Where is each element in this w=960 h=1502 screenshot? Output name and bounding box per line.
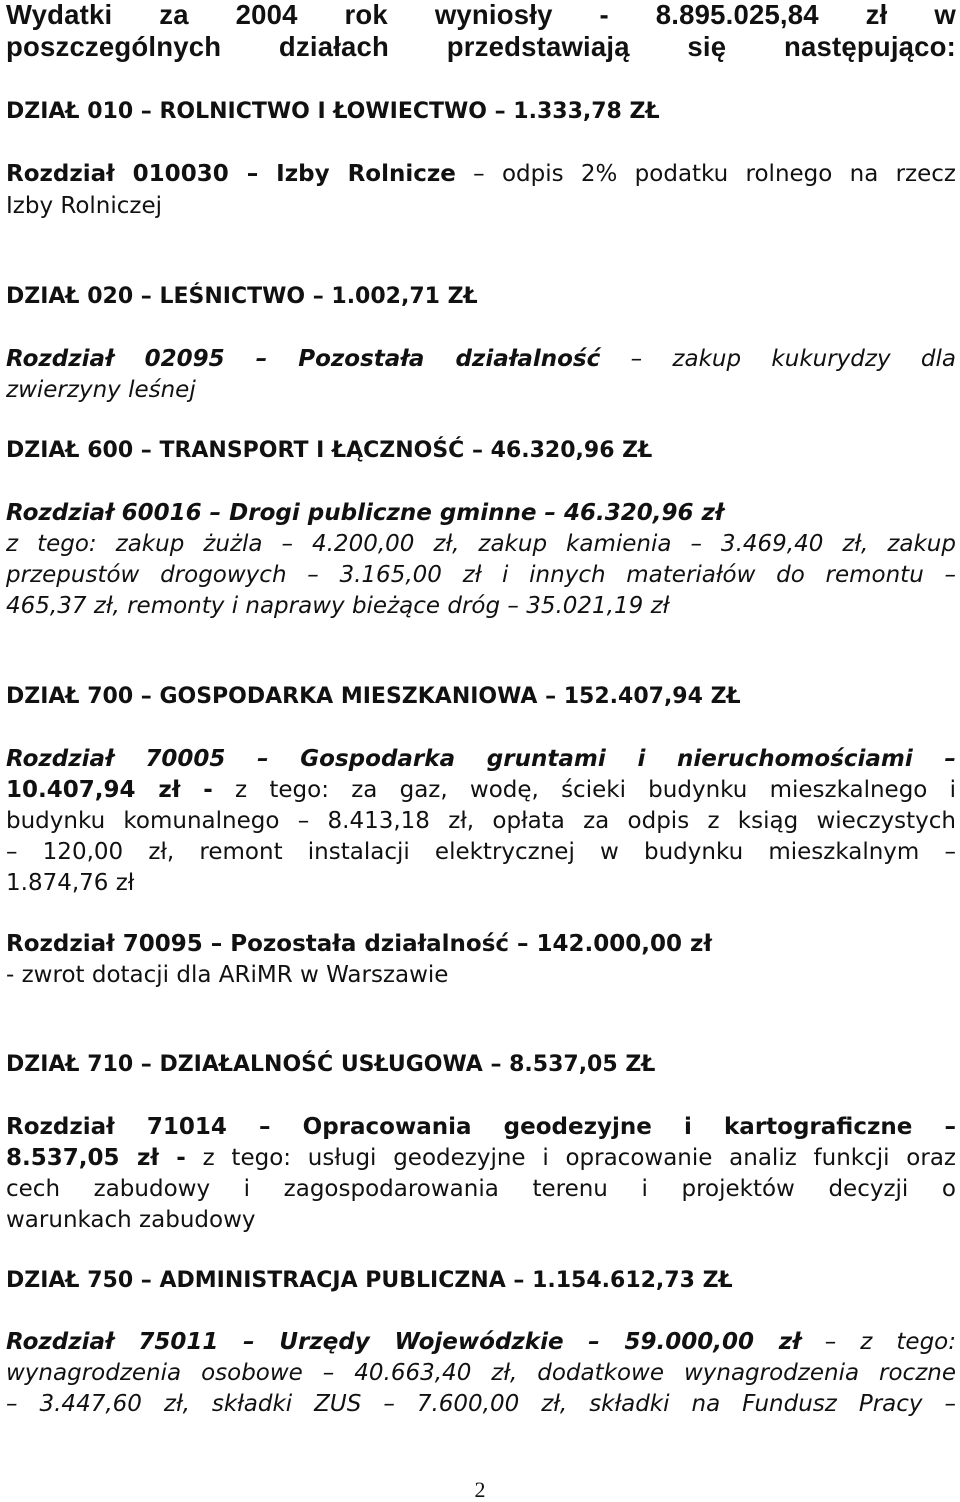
rozdzial-02095-desc: – zakup kukurydzy dla — [600, 346, 956, 372]
rozdzial-70005-line-3: budynku komunalnego – 8.413,18 zł, opłata za odpis z ksiąg wieczystych — [6, 808, 956, 834]
rozdzial-75011-title: Rozdział 75011 – Urzędy Wojewódzkie – 59.000,00 zł — [6, 1329, 801, 1355]
rozdzial-70005-line-2 — [6, 775, 956, 805]
rozdzial-75011-line-3: – 3.447,60 zł, składki ZUS – 7.600,00 zł, składki na Fundusz Pracy – — [6, 1391, 956, 1417]
rozdzial-70005-line-4: – 120,00 zł, remont instalacji elektrycznej w budynku mieszkalnym – — [6, 839, 956, 865]
dzial-010-heading: DZIAŁ 010 – ROLNICTWO I ŁOWIECTWO – 1.333,78 ZŁ — [6, 99, 660, 124]
rozdzial-70005-line-5: 1.874,76 zł — [6, 870, 135, 896]
rozdzial-71014-line-2 — [6, 1143, 956, 1173]
intro-line-2: poszczególnych działach przedstawiają się następująco: — [6, 31, 956, 62]
dzial-600-heading: DZIAŁ 600 – TRANSPORT I ŁĄCZNOŚĆ – 46.320,96 ZŁ — [6, 438, 653, 463]
dzial-750-heading: DZIAŁ 750 – ADMINISTRACJA PUBLICZNA – 1.154.612,73 ZŁ — [6, 1268, 733, 1293]
rozdzial-02095-line-2: zwierzyny leśnej — [6, 377, 196, 403]
intro-line-1: Wydatki za 2004 rok wyniosły - 8.895.025,84 zł w — [6, 0, 956, 30]
rozdzial-70005-desc: z tego: za gaz, wodę, ścieki budynku mieszkalnego i — [212, 777, 956, 803]
rozdzial-75011-line-2: wynagrodzenia osobowe – 40.663,40 zł, dodatkowe wynagrodzenia roczne — [6, 1360, 956, 1386]
rozdzial-010030-line-2: Izby Rolniczej — [6, 193, 163, 219]
rozdzial-60016-line-3: 465,37 zł, remonty i naprawy bieżące dróg – 35.021,19 zł — [6, 593, 670, 619]
dzial-710-heading: DZIAŁ 710 – DZIAŁALNOŚĆ USŁUGOWA – 8.537,05 ZŁ — [6, 1052, 656, 1077]
rozdzial-60016-line-1: z tego: zakup żużla – 4.200,00 zł, zakup kamienia – 3.469,40 zł, zakup — [6, 531, 956, 557]
rozdzial-70005-title: Rozdział 70005 – Gospodarka gruntami i nieruchomościami – — [6, 746, 956, 772]
rozdzial-010030-desc: – odpis 2% podatku rolnego na rzecz — [455, 161, 957, 187]
rozdzial-010030-line-1 — [6, 159, 956, 189]
rozdzial-71014-line-3: cech zabudowy i zagospodarowania terenu i projektów decyzji o — [6, 1176, 956, 1202]
dzial-700-heading: DZIAŁ 700 – GOSPODARKA MIESZKANIOWA – 152.407,94 ZŁ — [6, 684, 741, 709]
rozdzial-75011-desc: – z tego: — [800, 1329, 956, 1355]
rozdzial-02095-line-1 — [6, 344, 956, 374]
rozdzial-70095-title: Rozdział 70095 – Pozostała działalność – 142.000,00 zł — [6, 931, 712, 957]
rozdzial-71014-line-4: warunkach zabudowy — [6, 1207, 256, 1233]
rozdzial-02095-title: Rozdział 02095 – Pozostała działalność — [6, 346, 601, 372]
rozdzial-71014-amount: 8.537,05 zł - — [6, 1145, 186, 1171]
rozdzial-70095-desc: - zwrot dotacji dla ARiMR w Warszawie — [6, 962, 449, 988]
rozdzial-71014-desc: z tego: usługi geodezyjne i opracowanie analiz funkcji oraz — [185, 1145, 956, 1171]
rozdzial-60016-title: Rozdział 60016 – Drogi publiczne gminne – 46.320,96 zł — [6, 500, 724, 526]
dzial-020-heading: DZIAŁ 020 – LEŚNICTWO – 1.002,71 ZŁ — [6, 284, 478, 309]
page-number: 2 — [474, 1477, 486, 1502]
rozdzial-70005-amount: 10.407,94 zł - — [6, 777, 213, 803]
rozdzial-75011-line-1 — [6, 1327, 956, 1357]
rozdzial-71014-title: Rozdział 71014 – Opracowania geodezyjne i kartograficzne – — [6, 1114, 956, 1140]
rozdzial-010030-title: Rozdział 010030 – Izby Rolnicze — [6, 161, 456, 187]
rozdzial-60016-line-2: przepustów drogowych – 3.165,00 zł i innych materiałów do remontu – — [6, 562, 956, 588]
